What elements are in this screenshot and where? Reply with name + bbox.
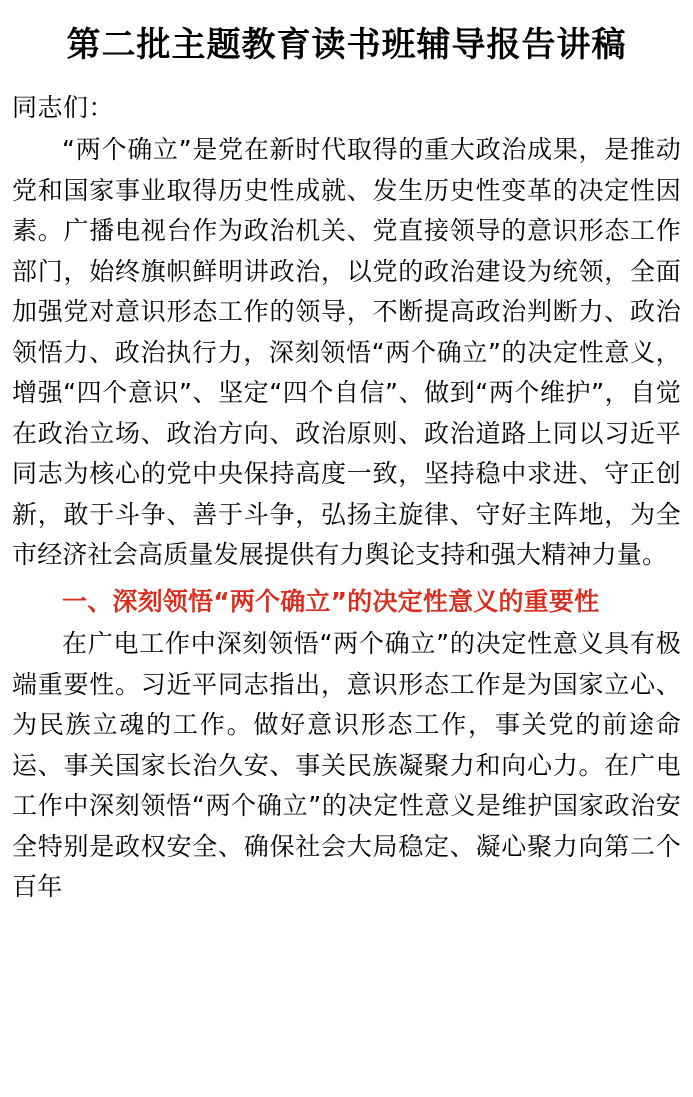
section-heading-1: 一、深刻领悟“两个确立”的决定性意义的重要性 bbox=[62, 586, 600, 616]
body-paragraph-2: 在广电工作中深刻领悟“两个确立”的决定性意义具有极端重要性。习近平同志指出，意识形态工作是为国家立心、为民族立魂的工作。做好意识形态工作，事关党的前途命运、事关国家长治久安、事关民族凝聚力和向心力。在广电工作中深刻领悟“两个确立”的决定性意义是维护国家政治安全特别是政权安全、确保社会大局稳定、凝心聚力向第二个百年 bbox=[12, 629, 681, 901]
page-title: 第二批主题教育读书班辅导报告讲稿 bbox=[66, 25, 627, 65]
salutation-line: 同志们： bbox=[12, 92, 115, 122]
body-paragraph-1: “两个确立”是党在新时代取得的重大政治成果，是推动党和国家事业取得历史性成就、发生历史性变革的决定性因素。广播电视台作为政治机关、党直接领导的意识形态工作部门，始终旗帜鲜明讲政治，以党的政治建设为统领，全面加强党对意识形态工作的领导，不断提高政治判断力、政治领悟力、政治执行力，深刻领悟“两个确立”的决定性意义，增强“四个意识”、坚定“四个自信”、做到“两个维护”，自觉在政治立场、政治方向、政治原则、政治道路上同以习近平同志为核心的党中央保持高度一致，坚持稳中求进、守正创新，敢于斗争、善于斗争，弘扬主旋律、守好主阵地，为全市经济社会高质量发展提供有力舆论支持和强大精神力量。 bbox=[12, 135, 681, 569]
